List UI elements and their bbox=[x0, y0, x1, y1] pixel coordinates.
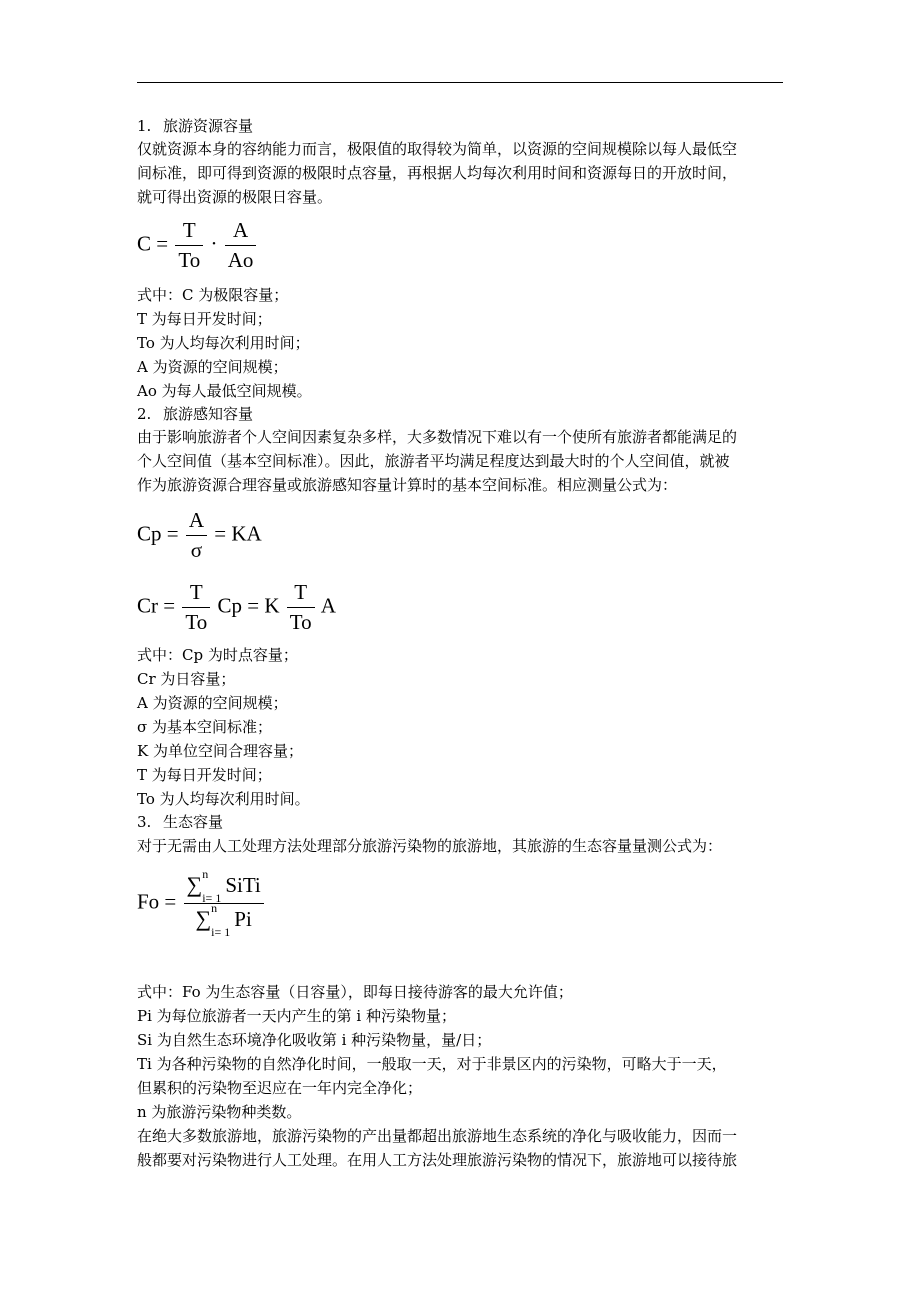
definition-line: A 为资源的空间规模； bbox=[137, 358, 288, 376]
paragraph-line: 间标准，即可得到资源的极限时点容量，再根据人均每次利用时间和资源每日的开放时间， bbox=[137, 164, 738, 182]
numerator bbox=[184, 867, 264, 906]
fraction bbox=[175, 218, 203, 273]
fraction bbox=[225, 218, 257, 273]
definition-line: Ao 为每人最低空间规模。 bbox=[137, 382, 312, 400]
numerator: T bbox=[294, 580, 308, 604]
denominator: Ao bbox=[225, 245, 257, 273]
summation-symbol: ∑ bbox=[186, 872, 203, 897]
paragraph-line: 在绝大多数旅游地，旅游污染物的产出量都超出旅游地生态系统的净化与吸收能力，因而一 bbox=[137, 1127, 738, 1145]
numerator: A bbox=[232, 218, 249, 242]
upper-limit: n bbox=[211, 901, 218, 916]
formula-lhs: Cp = bbox=[137, 521, 179, 546]
formula-limit-capacity bbox=[137, 218, 258, 273]
summation-symbol: ∑ bbox=[195, 906, 212, 932]
summation-limits bbox=[211, 901, 231, 940]
formula-point-capacity bbox=[137, 508, 262, 563]
formula-rhs: = KA bbox=[214, 521, 262, 546]
formula-tail: A bbox=[320, 593, 336, 618]
section-2-heading bbox=[137, 402, 785, 426]
header-rule bbox=[137, 82, 783, 83]
definition-line: 但累积的污染物至迟应在一年内完全净化； bbox=[137, 1079, 423, 1097]
paragraph-line: 由于影响旅游者个人空间因素复杂多样，大多数情况下难以有一个使所有旅游者都能满足的 bbox=[137, 428, 738, 446]
section-number: 2. bbox=[137, 405, 152, 423]
formula-lhs: C = bbox=[137, 231, 169, 256]
numerator: T bbox=[182, 218, 196, 242]
paragraph-line: 就可得出资源的极限日容量。 bbox=[137, 188, 333, 206]
definition-line: T 为每日开发时间； bbox=[137, 310, 272, 328]
formula-daily-capacity bbox=[137, 580, 336, 635]
definition-line: K 为单位空间合理容量； bbox=[137, 742, 303, 760]
denominator: σ bbox=[186, 535, 207, 563]
section-title: 旅游感知容量 bbox=[163, 405, 254, 423]
definition-line: Cr 为日容量； bbox=[137, 670, 236, 688]
paragraph-line: 作为旅游资源合理容量或旅游感知容量计算时的基本空间标准。相应测量公式为： bbox=[137, 476, 678, 494]
paragraph-line: 个人空间值（基本空间标准）。因此，旅游者平均满足程度达到最大时的个人空间值，就被 bbox=[137, 452, 730, 470]
paragraph-line: 般都要对污染物进行人工处理。在用人工方法处理旅游污染物的情况下，旅游地可以接待旅 bbox=[137, 1151, 738, 1169]
denominator-term: Pi bbox=[234, 907, 252, 932]
definition-line: To 为人均每次利用时间。 bbox=[137, 790, 310, 808]
definition-line: 式中：Fo 为生态容量（日容量），即每日接待游客的最大允许值； bbox=[137, 983, 573, 1001]
numerator: T bbox=[189, 580, 203, 604]
lower-limit: i= 1 bbox=[202, 891, 222, 906]
fraction bbox=[182, 580, 210, 635]
definition-line: Ti 为各种污染物的自然净化时间，一般取一天，对于非景区内的污染物，可略大于一天， bbox=[137, 1055, 727, 1073]
formula-middle: Cp = K bbox=[217, 593, 280, 618]
denominator: To bbox=[182, 607, 210, 635]
numerator: A bbox=[188, 508, 205, 532]
section-1-heading bbox=[137, 114, 785, 138]
fraction bbox=[184, 867, 264, 940]
definition-line: To 为人均每次利用时间； bbox=[137, 334, 310, 352]
fraction bbox=[287, 580, 315, 635]
paragraph-line: 对于无需由人工处理方法处理部分旅游污染物的旅游地，其旅游的生态容量量测公式为： bbox=[137, 837, 723, 855]
numerator-term: SiTi bbox=[225, 873, 261, 897]
denominator: To bbox=[287, 607, 315, 635]
fraction bbox=[186, 508, 207, 563]
definition-line: Pi 为每位旅游者一天内产生的第 i 种污染物量； bbox=[137, 1007, 456, 1025]
lower-limit: i= 1 bbox=[211, 925, 231, 940]
formula-lhs: Cr = bbox=[137, 593, 176, 618]
upper-limit: n bbox=[202, 867, 209, 882]
summation-limits bbox=[202, 867, 222, 906]
section-title: 生态容量 bbox=[163, 813, 224, 831]
denominator: To bbox=[175, 245, 203, 273]
section-number: 1. bbox=[137, 117, 152, 135]
denominator bbox=[184, 901, 264, 940]
section-number: 3. bbox=[137, 813, 152, 831]
section-title: 旅游资源容量 bbox=[163, 117, 254, 135]
definition-line: T 为每日开发时间； bbox=[137, 766, 272, 784]
paragraph-line: 仅就资源本身的容纳能力而言，极限值的取得较为简单，以资源的空间规模除以每人最低空 bbox=[137, 140, 738, 158]
section-3-heading bbox=[137, 810, 785, 834]
definition-line: n 为旅游污染物种类数。 bbox=[137, 1103, 302, 1121]
definition-line: A 为资源的空间规模； bbox=[137, 694, 288, 712]
definition-line: 式中：C 为极限容量； bbox=[137, 286, 289, 304]
formula-lhs: Fo = bbox=[137, 889, 177, 914]
formula-ecological-capacity bbox=[137, 867, 266, 940]
definition-line: σ 为基本空间标准； bbox=[137, 718, 273, 736]
definition-line: Si 为自然生态环境净化吸收第 i 种污染物量，量/日； bbox=[137, 1031, 492, 1049]
dot-operator: · bbox=[210, 231, 218, 256]
definition-line: 式中：Cp 为时点容量； bbox=[137, 646, 298, 664]
